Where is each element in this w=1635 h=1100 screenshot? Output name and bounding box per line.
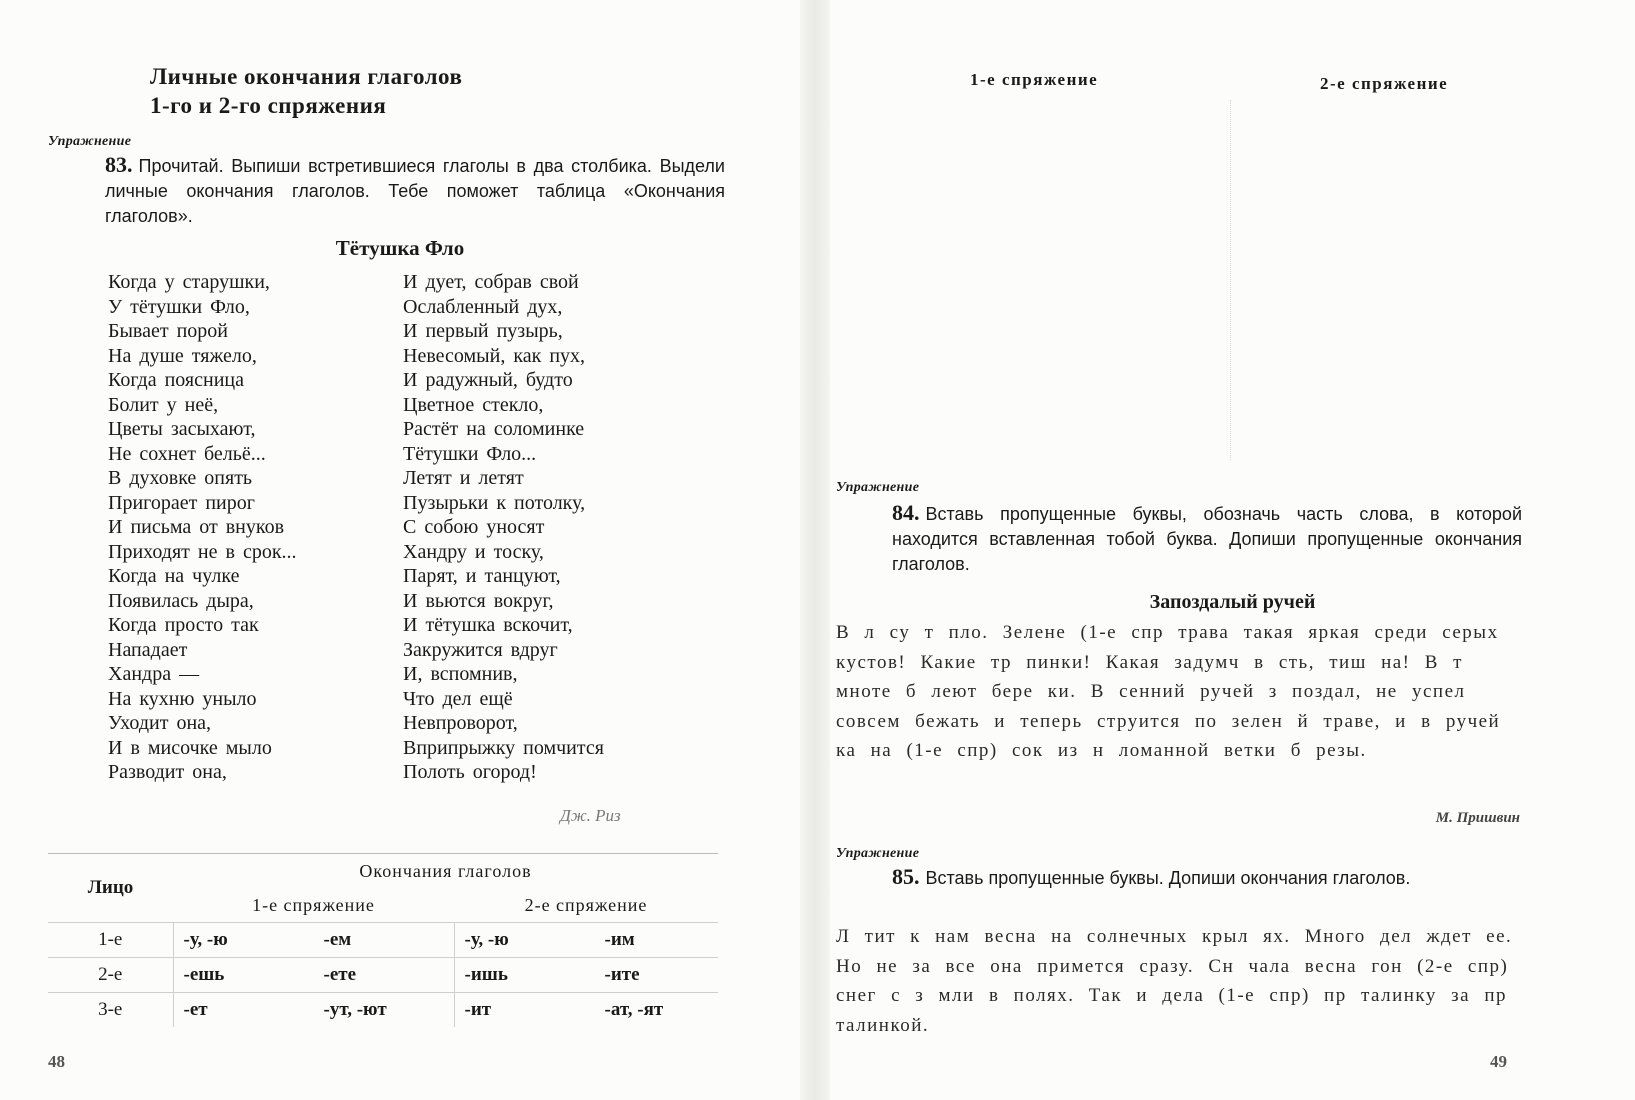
table-cell-person: 2-е [48,958,173,993]
table-cell-person: 3-е [48,993,173,1028]
poem-line: Парят, и танцуют, [403,565,561,587]
table-cell-ending: -ете [314,958,455,993]
poem-author: Дж. Риз [560,806,621,825]
poem-line: И дует, собрав свой [403,271,579,293]
poem-line: И тётушка вскочит, [403,614,573,636]
poem-line: Цветы засыхают, [108,418,256,440]
table-cell-ending: -ите [595,958,719,993]
poem-line: И радужный, будто [403,369,573,391]
exercise-85-tag: Упражнение [836,846,920,861]
lesson-title-line1: Личные окончания глаголов [150,64,463,89]
poem-line: Летят и летят [403,467,524,489]
story-author: М. Пришвин [1435,810,1520,826]
poem-line: Уходит она, [108,712,212,734]
poem-line: Вприпрыжку помчится [403,736,604,759]
poem-line: С собою уносят [403,516,545,538]
table-cell-ending: -ит [454,993,595,1028]
exercise-84-number: 84. [892,500,920,525]
table-cell-ending: -им [595,923,719,958]
poem-line: В духовке опять [108,467,253,489]
table-header-conj1: 1-е спряжение [252,894,375,915]
poem-line: Бывает порой [108,320,229,342]
poem-line: Невесомый, как пух, [403,344,586,367]
page-number-left: 48 [48,1052,65,1071]
table-cell-ending: -у, -ю [454,923,595,958]
poem-line: Цветное стекло, [403,393,544,416]
table-cell-ending: -ат, -ят [595,993,719,1028]
poem-line: Приходят не в срок... [108,540,297,563]
table-header-endings: Окончания глаголов [359,860,532,881]
poem-line: Ослабленный дух, [403,295,563,318]
poem-line: Разводит она, [108,761,227,783]
poem-line: Когда поясница [108,369,244,391]
table-header-conj2: 2-е спряжение [524,894,648,915]
table-cell-ending: -у, -ю [173,923,314,958]
poem-line: Пузырьки к потолку, [403,491,586,514]
exercise-85-text: Вставь пропущенные буквы. Допиши окончания глаголов. [925,868,1411,888]
poem-line: Тётушки Фло... [403,442,537,465]
column-divider [1230,100,1231,460]
column-header-conj2: 2-е спряжение [1320,74,1449,93]
story-title: Запоздалый ручей [1149,591,1316,613]
poem-line: Когда на чулке [108,565,240,587]
column-header-conj1: 1-е спряжение [970,70,1099,89]
exercise-84-text: Вставь пропущенные буквы, обозначь часть слова, в которой находится вставленная тобой буква. Допиши пропущенные окончания глаголов. [892,504,1522,574]
poem-line: И, вспомнив, [403,663,518,685]
table-row [48,993,718,1028]
left-page [0,0,800,1100]
book-gutter [800,0,830,1100]
table-row [48,958,718,993]
exercise-85-story: Л тит к нам весна на солнечных крыл ях. Много дел ждет ее. Но не за все она примется сразу. Сн чала весна гон (2-е спр) снег с з мли в полях. Так и дела (1-е спр) пр талинку за пр талинкой. [836,926,1513,1036]
poem-line: Хандру и тоску, [403,540,544,563]
poem-line: И в мисочке мыло [108,736,272,759]
poem-line: Нападает [108,638,188,661]
poem-line: Закружится вдруг [403,638,558,661]
poem-line: Появилась дыра, [108,589,254,612]
table-cell-ending: -ишь [454,958,595,993]
poem-line: Что дел ещё [403,687,513,710]
poem-column-1 [108,270,297,785]
lesson-title [150,62,462,120]
table-cell-person: 1-е [48,923,173,958]
poem-line: На душе тяжело, [108,344,257,367]
poem-line: Растёт на соломинке [403,418,585,440]
poem-line: Когда просто так [108,614,259,636]
poem-line: У тётушки Фло, [108,295,250,318]
poem-line: И письма от внуков [108,516,285,538]
table-cell-ending: -ем [314,923,455,958]
poem-line: Болит у неё, [108,393,219,416]
exercise-85-task [892,864,1522,891]
poem-line: Когда у старушки, [108,271,270,293]
exercise-83-number: 83. [105,152,133,177]
poem-line: Невпроворот, [403,712,518,734]
poem-line: Пригорает пирог [108,491,255,514]
table-cell-ending: -ет [173,993,314,1028]
lesson-title-line2: 1-го и 2-го спряжения [150,93,387,118]
poem-column-2 [403,270,604,785]
page-number-right: 49 [1490,1052,1507,1071]
poem-line: Не сохнет бельё... [108,442,266,465]
poem-line: И вьются вокруг, [403,589,554,612]
exercise-83-task [105,152,725,229]
exercise-84-task [892,500,1522,577]
poem-title: Тётушка Фло [335,236,465,260]
endings-table [48,853,718,1027]
poem-line: И первый пузырь, [403,320,563,342]
table-cell-ending: -ут, -ют [314,993,455,1028]
poem-line: На кухню уныло [108,687,257,710]
exercise-83-tag: Упражнение [48,134,132,149]
poem-line: Хандра — [108,663,200,685]
table-header-person: Лицо [87,877,134,898]
table-cell-ending: -ешь [173,958,314,993]
right-page [830,0,1635,1100]
exercise-84-story: В л су т пло. Зелене (1-е спр трава такая яркая среди серых кустов! Какие тр пинки! Какая задумч в сть, тиш на! В т мноте б леют бере ки. В сенний ручей з поздал, не успел совсем бежать и теперь струится по зелен й траве, и в ручей ка на (1-е спр) сок из н ломанной ветки б резы. [836,622,1501,761]
exercise-85-number: 85. [892,864,920,889]
exercise-84-tag: Упражнение [836,480,920,495]
exercise-83-text: Прочитай. Выпиши встретившиеся глаголы в два столбика. Выдели личные окончания глаголов. Тебе поможет таблица «Окончания глаголов». [105,156,725,226]
poem-line: Полоть огород! [403,761,537,783]
table-row [48,923,718,958]
